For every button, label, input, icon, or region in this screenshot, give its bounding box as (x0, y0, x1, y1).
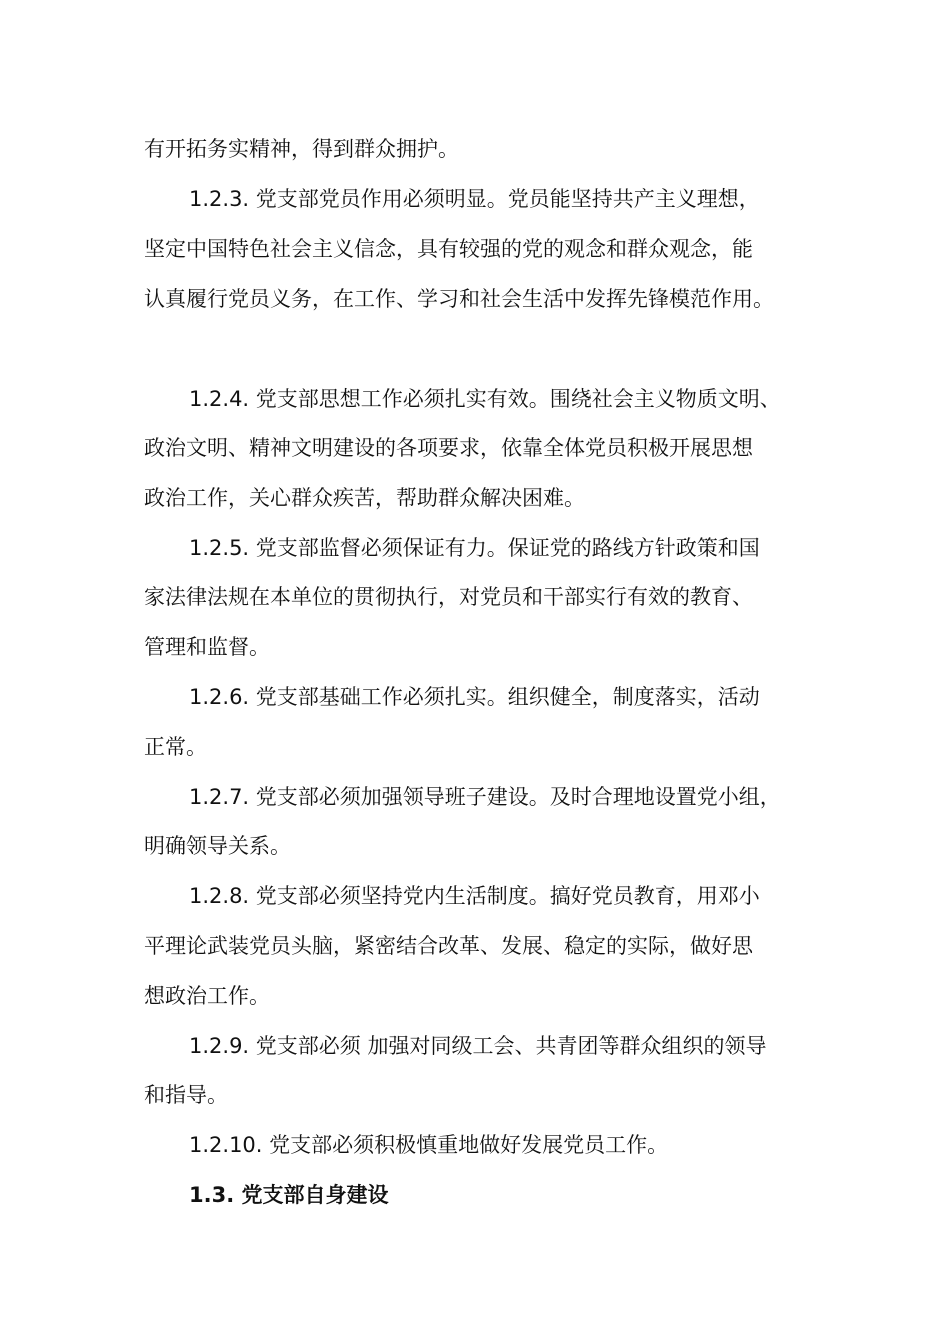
paragraph-line: 想政治工作。 (144, 984, 270, 1008)
paragraph-line: 平理论武装党员头脑，紧密结合改革、发展、稳定的实际，做好思 (144, 934, 753, 958)
paragraph-line: 政治工作，关心群众疾苦，帮助群众解决困难。 (144, 486, 585, 510)
paragraph-line: 坚定中国特色社会主义信念，具有较强的党的观念和群众观念，能 (144, 237, 753, 261)
section-heading: 1.3. 党支部自身建设 (189, 1183, 389, 1207)
paragraph-line: 1.2.3. 党支部党员作用必须明显。党员能坚持共产主义理想， (189, 187, 760, 211)
paragraph-line: 明确领导关系。 (144, 834, 291, 858)
paragraph-line: 1.2.9. 党支部必须 加强对同级工会、共青团等群众组织的领导 (189, 1034, 767, 1058)
paragraph-line: 正常。 (144, 735, 207, 759)
paragraph-line: 有开拓务实精神，得到群众拥护。 (144, 137, 459, 161)
paragraph-line: 1.2.4. 党支部思想工作必须扎实有效。围绕社会主义物质文明、 (189, 387, 781, 411)
paragraph-line: 管理和监督。 (144, 635, 270, 659)
paragraph-line: 1.2.6. 党支部基础工作必须扎实。组织健全，制度落实，活动 (189, 685, 760, 709)
paragraph-line: 1.2.10. 党支部必须积极慎重地做好发展党员工作。 (189, 1133, 669, 1157)
paragraph-line: 1.2.8. 党支部必须坚持党内生活制度。搞好党员教育，用邓小 (189, 884, 760, 908)
paragraph-line: 认真履行党员义务，在工作、学习和社会生活中发挥先锋模范作用。 (144, 287, 774, 311)
paragraph-line: 家法律法规在本单位的贯彻执行，对党员和干部实行有效的教育、 (144, 585, 753, 609)
paragraph-line: 和指导。 (144, 1083, 228, 1107)
paragraph-line: 1.2.7. 党支部必须加强领导班子建设。及时合理地设置党小组， (189, 785, 781, 809)
paragraph-line: 1.2.5. 党支部监督必须保证有力。保证党的路线方针政策和国 (189, 536, 760, 560)
paragraph-line: 政治文明、精神文明建设的各项要求，依靠全体党员积极开展思想 (144, 436, 753, 460)
